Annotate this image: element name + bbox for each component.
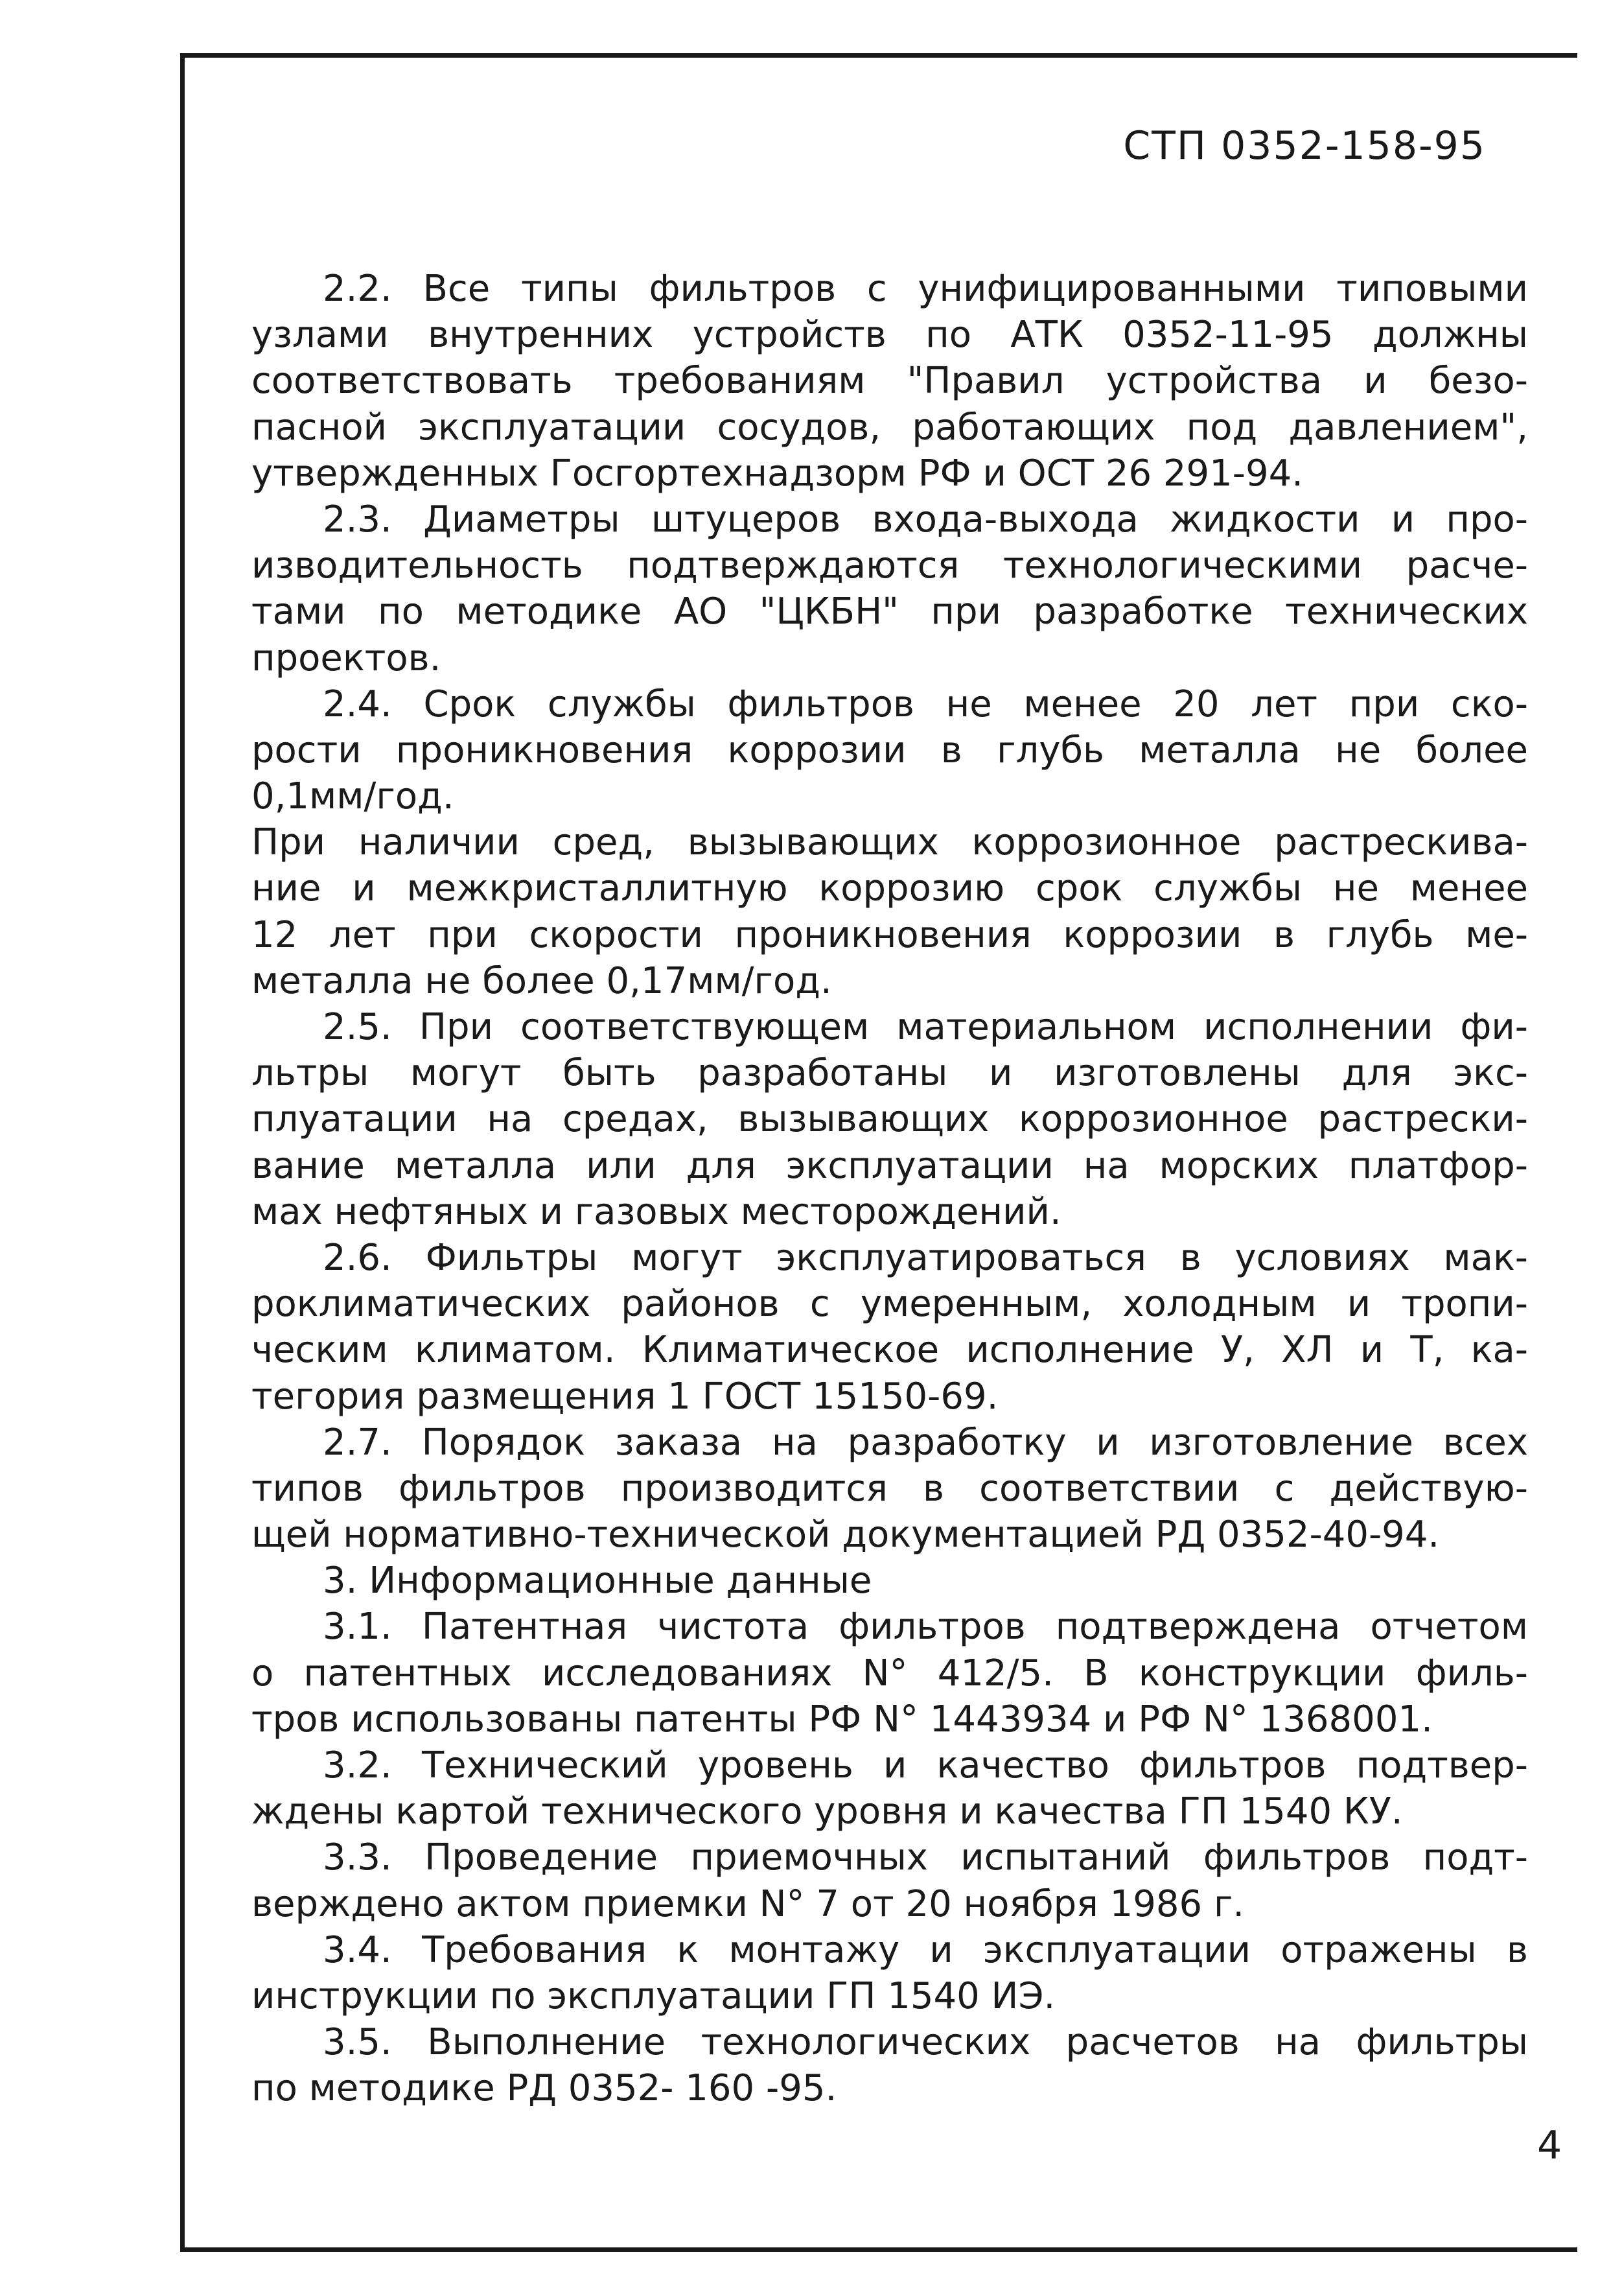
text-line: ние и межкристаллитную коррозию срок службы не менее: [251, 867, 1528, 910]
text-line: проектов.: [251, 637, 441, 679]
text-line: изводительность подтверждаются технологическими расче-: [251, 545, 1528, 587]
document-body: [251, 266, 1528, 2112]
text-line: металла не более 0,17мм/год.: [251, 959, 832, 1002]
text-line: льтры могут быть разработаны и изготовлены для экс-: [251, 1052, 1528, 1095]
text-line: 12 лет при скорости проникновения коррозии в глубь ме-: [251, 913, 1528, 956]
text-line: ждены картой технического уровня и качества ГП 1540 КУ.: [251, 1790, 1403, 1833]
text-line: 0,1мм/год.: [251, 775, 454, 818]
text-line: соответствовать требованиям "Правил устройства и безо-: [251, 360, 1528, 403]
text-line: ческим климатом. Климатическое исполнение У, ХЛ и Т, ка-: [251, 1329, 1528, 1372]
text-line: тами по методике АО "ЦКБН" при разработке технических: [251, 591, 1528, 633]
text-line: 2.4. Срок службы фильтров не менее 20 лет при ско-: [323, 683, 1528, 725]
text-line: мах нефтяных и газовых месторождений.: [251, 1190, 1061, 1233]
text-line: узлами внутренних устройств по АТК 0352-11-95 должны: [251, 314, 1528, 357]
text-line: 2.2. Все типы фильтров с унифицированными типовыми: [323, 268, 1528, 310]
text-line: роклиматических районов с умеренным, холодным и тропи-: [251, 1283, 1528, 1326]
text-line: по методике РД 0352- 160 -95.: [251, 2067, 837, 2110]
text-line: При наличии сред, вызывающих коррозионное растрескива-: [251, 821, 1528, 864]
text-line: 3.2. Технический уровень и качество фильтров подтвер-: [323, 1744, 1528, 1786]
text-line: рости проникновения коррозии в глубь металла не более: [251, 729, 1528, 771]
text-line: пасной эксплуатации сосудов, работающих под давлением",: [251, 406, 1528, 449]
document-code: СТП 0352-158-95: [1123, 123, 1486, 169]
page-number: 4: [1537, 2123, 1562, 2168]
text-line: утвержденных Госгортехнадзорм РФ и ОСТ 26 291-94.: [251, 452, 1304, 495]
text-line: 2.6. Фильтры могут эксплуатироваться в условиях мак-: [323, 1236, 1528, 1279]
text-line: тегория размещения 1 ГОСТ 15150-69.: [251, 1375, 999, 1418]
text-line: 2.5. При соответствующем материальном исполнении фи-: [323, 1006, 1528, 1048]
text-line: 3.5. Выполнение технологических расчетов на фильтры: [323, 2021, 1528, 2064]
text-line: 2.3. Диаметры штуцеров входа-выхода жидкости и про-: [323, 498, 1528, 541]
text-line: 3.1. Патентная чистота фильтров подтверждена отчетом: [323, 1606, 1528, 1648]
text-line: плуатации на средах, вызывающих коррозионное растрески-: [251, 1098, 1528, 1141]
text-line: типов фильтров производится в соответствии с действую-: [251, 1467, 1528, 1510]
text-line: 2.7. Порядок заказа на разработку и изготовление всех: [323, 1421, 1528, 1464]
text-line: тров использованы патенты РФ N° 1443934 и РФ N° 1368001.: [251, 1698, 1433, 1740]
text-line: инструкции по эксплуатации ГП 1540 ИЭ.: [251, 1974, 1056, 2017]
text-line: о патентных исследованиях N° 412/5. В конструкции филь-: [251, 1652, 1528, 1694]
text-line: щей нормативно-технической документацией РД 0352-40-94.: [251, 1514, 1440, 1556]
text-line: 3.3. Проведение приемочных испытаний фильтров подт-: [323, 1836, 1528, 1879]
section-heading: 3. Информационные данные: [323, 1560, 872, 1602]
text-line: 3.4. Требования к монтажу и эксплуатации отражены в: [323, 1928, 1528, 1971]
text-line: вание металла или для эксплуатации на морских платфор-: [251, 1144, 1528, 1187]
text-line: верждено актом приемки N° 7 от 20 ноября 1986 г.: [251, 1882, 1245, 1925]
